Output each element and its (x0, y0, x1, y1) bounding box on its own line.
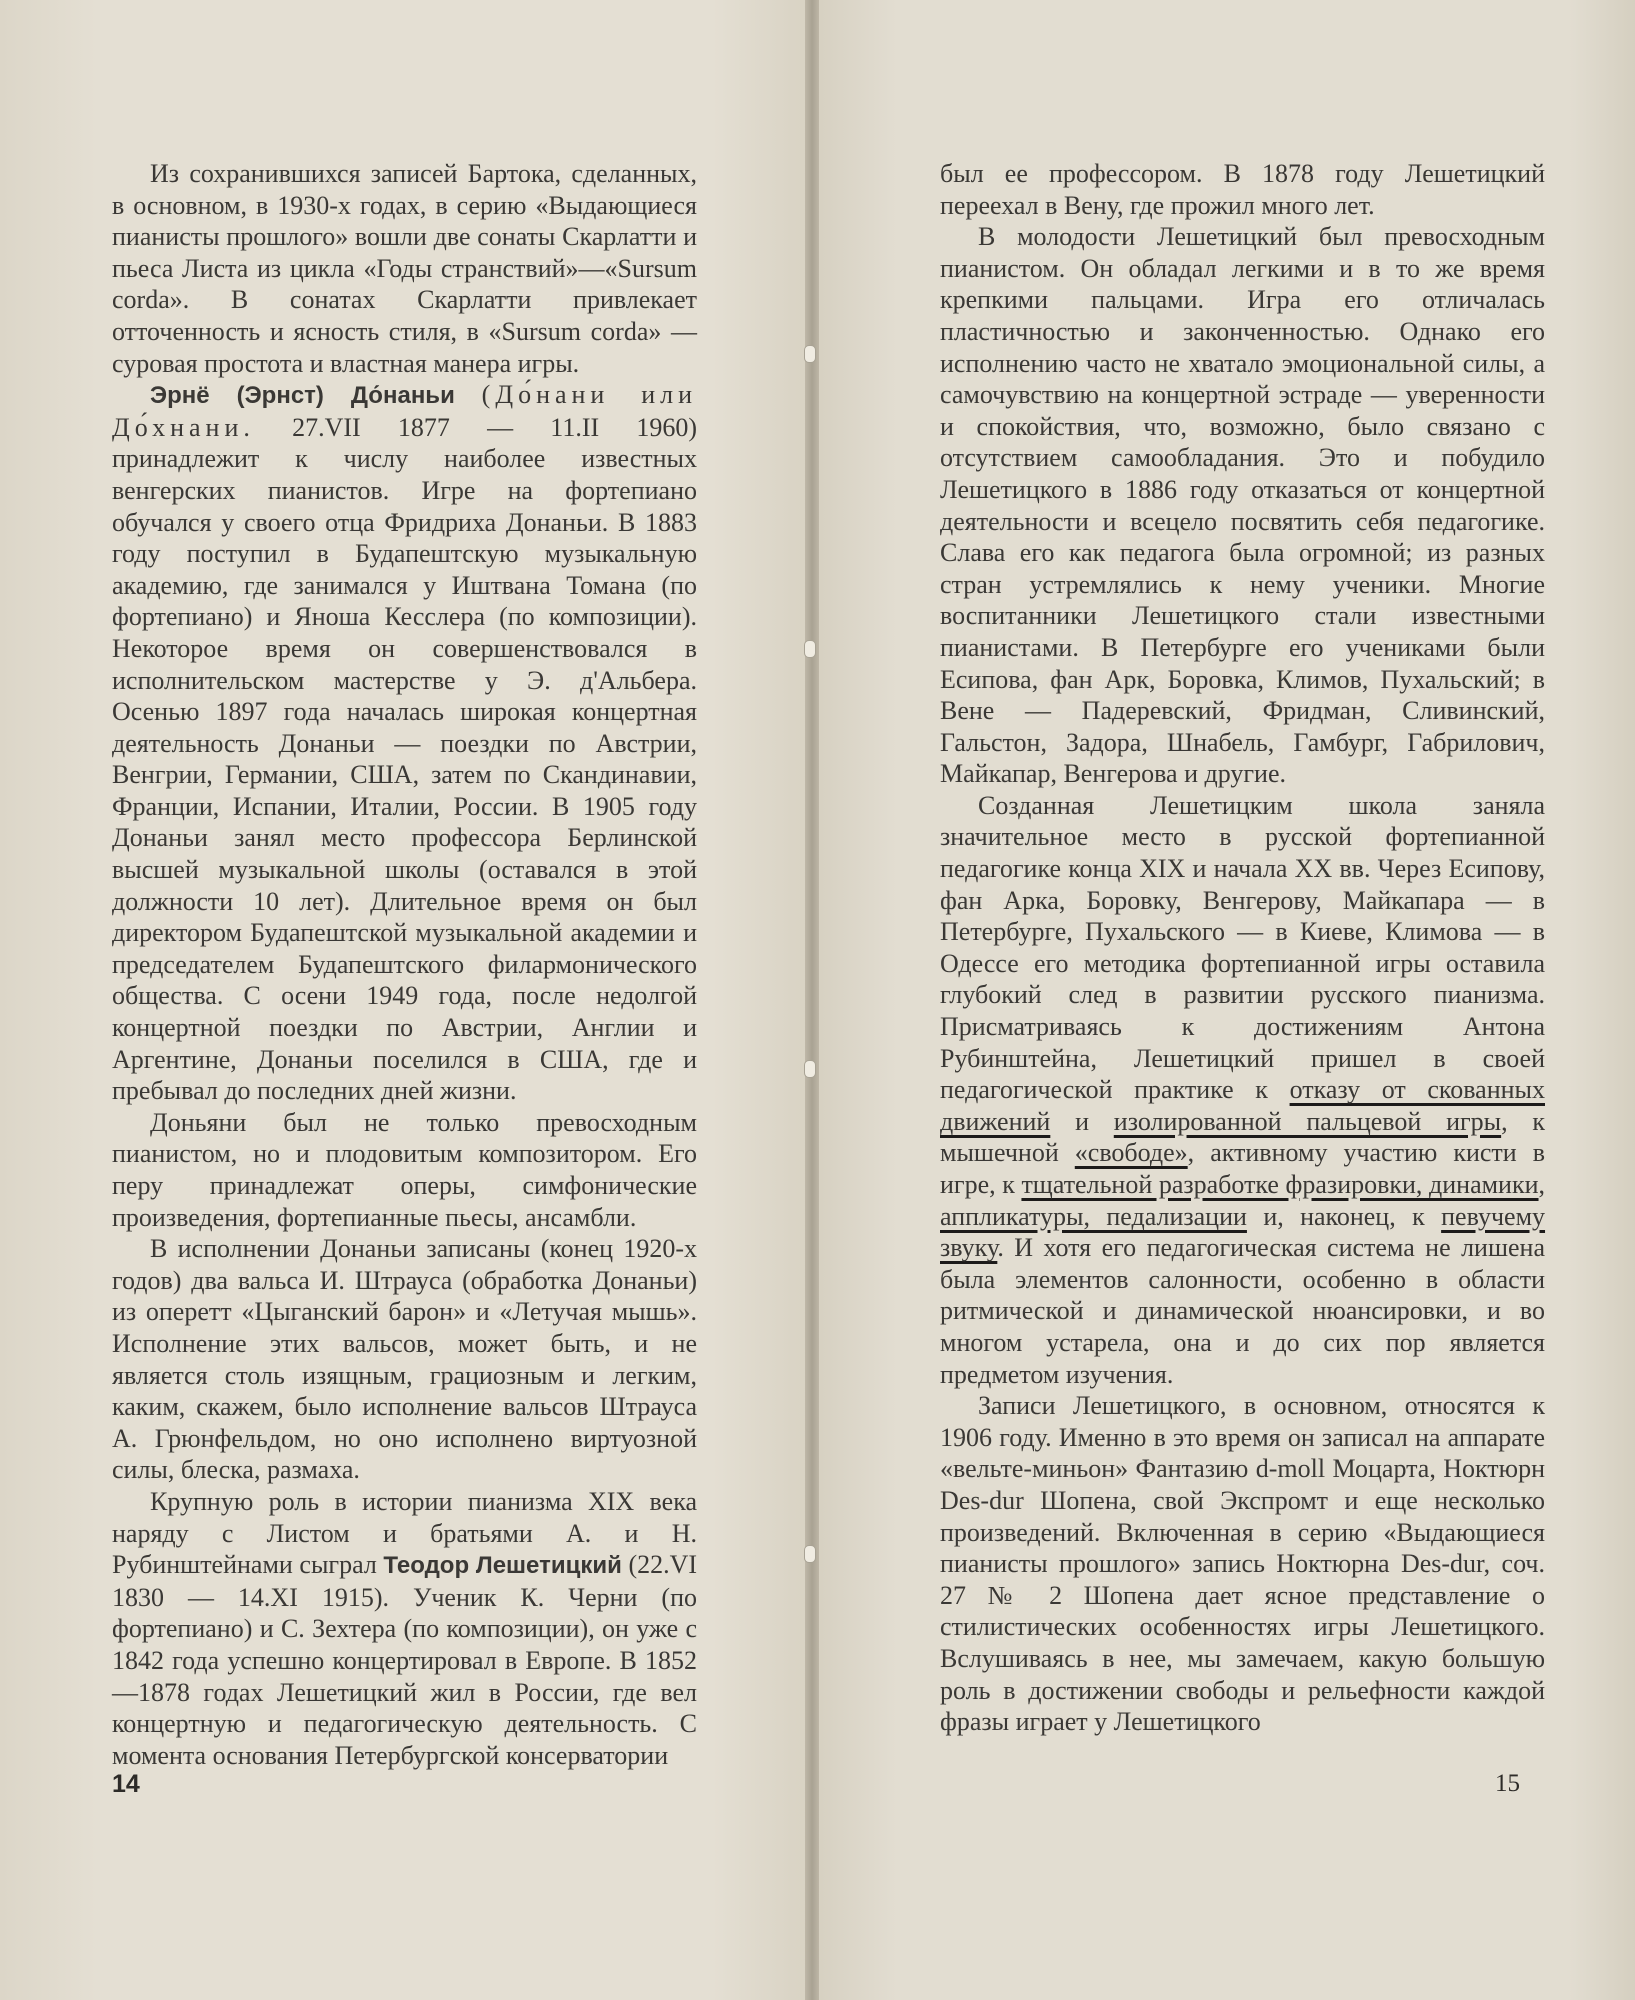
paragraph-leschetizky-intro (112, 1486, 697, 1771)
underline-4: тщательной разработке фразировки, динамики (1021, 1170, 1539, 1199)
donanyi-bio: принадлежит к числу наиболее известных венгерских пианистов. Игре на фортепиано обучался у своего отца Фридриха Донаньи. В 1883 году поступил в Будапештскую музыкальную академию, где занимался у Иштвана Томана (по фортепиано) и Яноша Кесслера (по композиции). Некоторое время он совершенствовался в исполнительском мастерстве у Э. д'Альбера. Осенью 1897 года началась широкая концертная деятельность Донаньи — поездки по Австрии, Венгрии, Германии, США, затем по Скандинавии, Франции, Испании, Италии, России. В 1905 году Донаньи занял место профессора Берлинской высшей музыкальной школы (оставался в этой должности 10 лет). Длительное время он был директором Будапештской музыкальной академии и председателем Будапештского филармонического общества. С осени 1949 года, после недолгой концертной поездки по Австрии, Англии и Аргентине, Донаньи поселился в США, где и пребывал до последних дней жизни. (112, 444, 697, 1106)
paragraph-school (940, 790, 1545, 1390)
paragraph-donanyi (112, 379, 697, 1107)
school-text-b: и (1075, 1106, 1090, 1136)
school-text-f: и, наконец, к (1263, 1201, 1425, 1231)
binding-stitch (804, 1545, 816, 1563)
right-text-column (940, 158, 1545, 1738)
paragraph-professor: был ее профессором. В 1878 году Лешетицкий переехал в Вену, где прожил много лет. (940, 159, 1545, 220)
underline-1: отказу от скованных движений (940, 1075, 1545, 1136)
underline-2: изолированной пальцевой игры (1113, 1106, 1502, 1136)
right-page (815, 0, 1635, 2000)
school-text-c: , к мышечной (940, 1106, 1546, 1168)
paragraph-youth: В молодости Лешетицкий был превосходным пианистом. Он обладал легкими и в то же время крепкими пальцами. Игра его отличалась пластичностью и законченностью. Однако его исполнению часто не хватало эмоциональной силы, а самочувствию на концертной эстраде — уверенности и спокойствия, что, возможно, было связано с отсутствием самообладания. Это и побудило Лешетицкого в 1886 году отказаться от концертной деятельности и всецело посвятить себя педагогике. Слава его как педагога была огромной; из разных стран устремлялись к нему ученики. Многие воспитанники Лешетицкого стали известными пианистами. В Петербурге его учениками были Есипова, фан Арк, Боровка, Климов, Пухальский; в Вене — Падеревский, Фридман, Сливинский, Гальстон, Задора, Шнабель, Гамбург, Габрилович, Майкапар, Венгерова и другие. (940, 222, 1545, 789)
leschetizky-intro-after: (22.VI 1830 — 14.XI 1915). Ученик К. Черни (по фортепиано) и С. Зехтера (по композиции), он уже с 1842 года успешно концертировал в Европе. В 1852—1878 годах Лешетицкий жил в России, где вел концертную и педагогическую деятельность. С момента основания Петербургской консерватории (112, 1550, 698, 1770)
left-text-column (112, 158, 697, 1771)
underline-3: «свободе» (1074, 1138, 1188, 1168)
binding-stitch (804, 640, 816, 658)
school-text-a: Созданная Лешетицким школа заняла значительное место в русской фортепианной педагогике конца XIX и начала XX вв. Через Есипову, фан Арка, Боровку, Венгерову, Майкапара — в Петербурге, Пухальского — в Киеве, Климова — в Одессе его методика фортепианной игры оставила глубокий след в развитии русского пианизма. Присматриваясь к достижениям Антона Рубинштейна, Лешетицкий пришел в своей педагогической практике к (940, 790, 1545, 1105)
leschetizky-intro-before: Крупную роль в истории пианизма XIX века наряду с Листом и братьями А. и Н. Рубинштейнами сыграл (112, 1486, 697, 1580)
binding-stitch (804, 345, 816, 363)
left-page (0, 0, 810, 2000)
school-text-d: , активному участию кисти в игре, к (940, 1138, 1546, 1199)
paragraph-donanyi-recordings: В исполнении Донаньи записаны (конец 1920-х годов) два вальса И. Штрауса (обработка Донаньи) из оперетт «Цыганский барон» и «Летучая мышь». Исполнение этих вальсов, может быть, и не является столь изящным, грациозным и легким, каким, скажем, было исполнение вальсов Штрауса А. Грюнфельдом, но оно исполнено виртуозной силы, блеска, размаха. (112, 1234, 697, 1485)
paragraph-bartok: Из сохранившихся записей Бартока, сделанных, в основном, в 1930-х годах, в серию «Выдающиеся пианисты прошлого» вошли две сонаты Скарлатти и пьеса Листа из цикла «Годы странствий»—«Sursum corda». В сонатах Скарлатти привлекает отточенность и ясность стиля, в «Sursum corda» — суровая простота и властная манера игры. (112, 159, 697, 378)
page-number-right: 15 (1495, 1770, 1520, 1797)
page-number-left: 14 (112, 1770, 140, 1798)
donanyi-name: Эрнё (Эрнст) До́наньи (150, 382, 455, 410)
underline-6: певучему звуку (940, 1201, 1546, 1263)
donanyi-pronunciation: (До́нани или До́хнани. (112, 380, 697, 442)
leschetizky-name: Теодор Лешетицкий (383, 1552, 622, 1580)
underline-5: аппликатуры, педализации (940, 1201, 1247, 1231)
book-gutter (805, 0, 819, 2000)
binding-stitch (804, 1060, 816, 1078)
paragraph-recordings: Записи Лешетицкого, в основном, относятся к 1906 году. Именно в это время он записал на аппарате «вельте-миньон» Фантазию d-moll Моцарта, Ноктюрн Des-dur Шопена, свой Экспромт и еще несколько произведений. Включенная в серию «Выдающиеся пианисты прошлого» запись Ноктюрна Des-dur, соч. 27 № 2 Шопена дает ясное представление о стилистических особенностях игры Лешетицкого. Вслушиваясь в нее, мы замечаем, какую большую роль в достижении свободы и рельефности каждой фразы играет у Лешетицкого (940, 1391, 1545, 1737)
donanyi-dates: 27.VII 1877 — 11.II 1960) (292, 412, 697, 442)
school-text-e: , (1538, 1170, 1546, 1199)
paragraph-donanyi-composer: Доньяни был не только превосходным пианистом, но и плодовитым композитором. Его перу принадлежат оперы, симфонические произведения, фортепианные пьесы, ансамбли. (112, 1107, 697, 1232)
school-text-g: . И хотя его педагогическая система не лишена была элементов салонности, особенно в области ритмической и динамической нюансировки, и во многом устарела, она и до сих пор является предметом изучения. (940, 1233, 1545, 1389)
